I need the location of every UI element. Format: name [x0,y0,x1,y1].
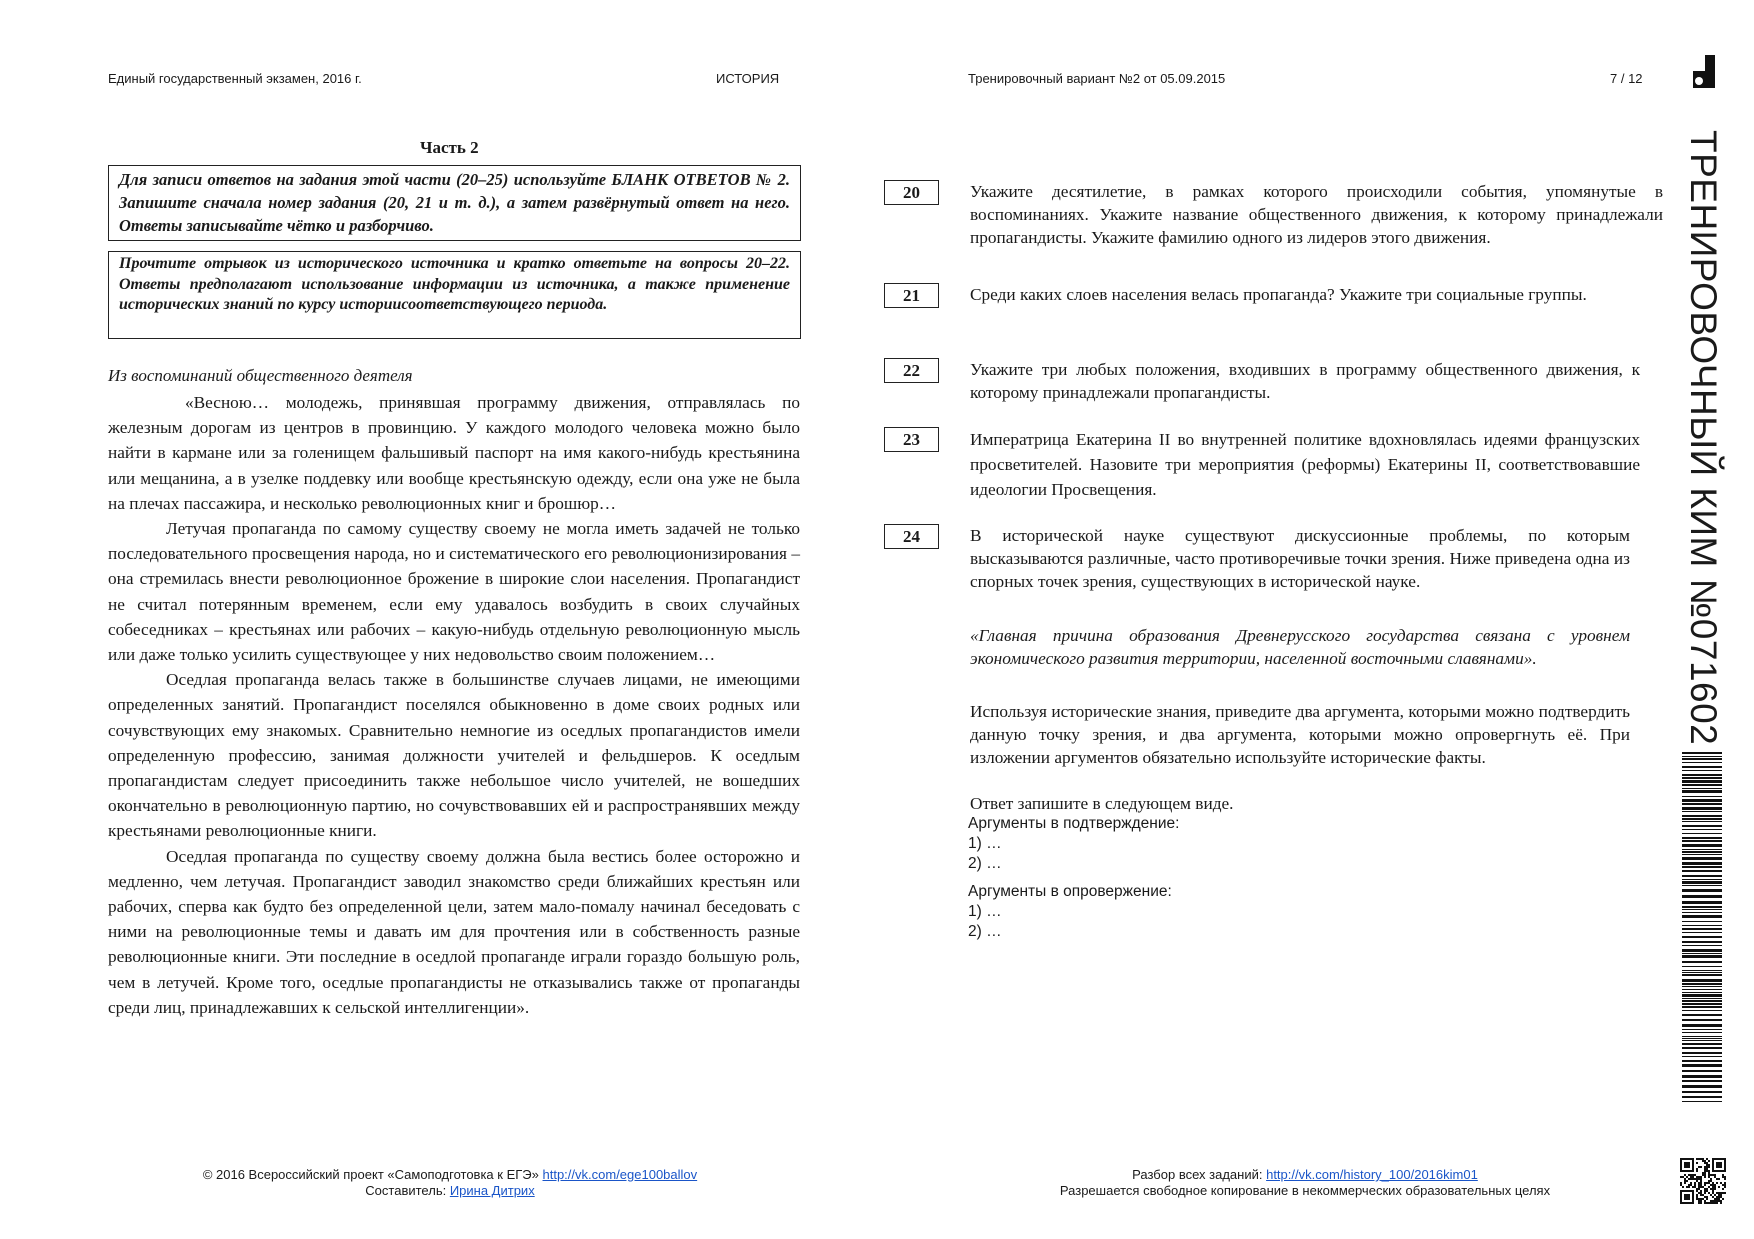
corner-mark-icon [1693,55,1715,88]
header-subject: ИСТОРИЯ [716,71,780,86]
refute-arguments-label: Аргументы в опровержение: [968,883,1172,900]
barcode-icon [1682,752,1722,1102]
support-argument-item: 2) … [968,855,1002,872]
question-24-answer-form: Ответ запишите в следующем виде. [970,794,1234,813]
footer-license: Разрешается свободное копирование в некоммерческих образовательных целях [1059,1183,1551,1198]
source-title: Из воспоминаний общественного деятеля [108,366,413,385]
header-page-number: 7 / 12 [1610,71,1643,86]
footer-analysis-label: Разбор всех заданий: [1132,1167,1263,1182]
side-title-text: ТРЕНИРОВОЧНЫЙ КИМ №071602 [1683,130,1724,746]
instruction-box-answers: Для записи ответов на задания этой части (20–25) используйте БЛАНК ОТВЕТОВ № 2. Запишите сначала номер задания (20, 21 и т. д.), а затем развёрнутый ответ на него. Ответы записывайте чётко и разборчиво. [108,165,801,241]
header-variant: Тренировочный вариант №2 от 05.09.2015 [968,71,1226,86]
question-number-21: 21 [884,283,939,308]
question-number-20: 20 [884,180,939,205]
passage-paragraph: Летучая пропаганда по самому существу своему не могла иметь задачей не только последовательного просвещения народа, но и систематического его революционизирования – она стремилась внести революционное брожение в широкие слои населения. Пропагандист не считал потерянным временем, если ему удавалось возбудить в своих случайных собеседниках – крестьянах или рабочих – какую-нибудь отдельную революционную мысль или даже только усилить существующее у них недовольство своим положением… [108,519,800,665]
passage-paragraph: Оседлая пропаганда по существу своему должна была вестись более осторожно и медленно, чем летучая. Пропагандист заводил знакомство среди ближайших крестьян или рабочих, сперва как будто без определенной цели, затем мало-помалу начинал беседовать с ними на революционные темы и давать им для прочтения или в собственность разные революционные книги. Эти последние в оседлой пропаганде играли гораздо большую роль, чем в летучей. Кроме того, оседлые пропагандисты не отказывались также от пропаганды среди лиц, принадлежавших к сельской интеллигенции». [108,846,800,1017]
refute-argument-item: 2) … [968,923,1002,940]
footer-analysis-link[interactable]: http://vk.com/history_100/2016kim01 [1266,1167,1478,1182]
question-number-22: 22 [884,358,939,383]
part-title: Часть 2 [420,138,479,157]
footer-right [1020,1167,1590,1198]
footer-project-link[interactable]: http://vk.com/ege100ballov [542,1167,698,1182]
question-text-22: Укажите три любых положения, входивших в программу общественного движения, к которому принадлежали пропагандисты. [970,360,1640,402]
source-passage [108,390,800,1020]
passage-paragraph: «Весною… молодежь, принявшая программу движения, отправлялась по железным дорогам из центров в провинцию. У каждого молодого человека можно было найти в кармане или за голенищем фальшивый паспорт на имя какого-нибудь крестьянина или мещанина, а в узелке поддевку или вообще крестьянскую одежду, если она уже не была на плечах пассажира, и несколько революционных книг и брошюр… [108,393,800,513]
footer-author-link[interactable]: Ирина Дитрих [449,1183,535,1198]
side-title [1676,130,1730,746]
header-exam: Единый государственный экзамен, 2016 г. [108,71,362,86]
support-argument-item: 1) … [968,835,1002,852]
qr-code-icon [1680,1158,1726,1204]
question-text-21: Среди каких слоев населения велась пропаганда? Укажите три социальные группы. [970,285,1587,304]
passage-paragraph: Оседлая пропаганда велась также в большинстве случаев лицами, не имеющими определенных занятий. Пропагандист поселялся обыкновенно в доме своих родных или сочувствующих ему знакомых. Сравнительно немногие из оседлых пропагандистов имели определенную профессию, занимая должности учителей и фельдшеров. К оседлым пропагандистам следует присоединить также небольшое число учителей, не вошедших окончательно в революционную партию, но сочувствовавших ей и распространявших между крестьянами революционные книги. [108,670,800,841]
question-number-24: 24 [884,524,939,549]
question-text-23: Императрица Екатерина II во внутренней политике вдохновлялась идеями французских просветителей. Назовите три мероприятия (реформы) Екатерины II, соответствовавшие идеологии Просвещения. [970,430,1640,499]
question-24-quote: «Главная причина образования Древнерусского государства связана с уровнем экономического развития территории, населенной восточными славянами». [970,626,1630,668]
question-number-23: 23 [884,427,939,452]
support-arguments-label: Аргументы в подтверждение: [968,815,1180,832]
footer-author-label: Составитель: [365,1183,447,1198]
instruction-box-source: Прочтите отрывок из исторического источника и кратко ответьте на вопросы 20–22. Ответы предполагают использование информации из источника, а также применение исторических знаний по курсу историисоответствующего периода. [108,251,801,339]
refute-argument-item: 1) … [968,903,1002,920]
footer-copyright: © 2016 Всероссийский проект «Самоподготовка к ЕГЭ» [202,1167,539,1182]
footer-left [170,1167,730,1198]
question-text-20: Укажите десятилетие, в рамках которого происходили события, упомянутые в воспоминаниях. Укажите название общественного движения, к которому принадлежали пропагандисты. Укажите фамилию одного из лидеров этого движения. [970,182,1663,247]
question-text-24: В исторической науке существуют дискуссионные проблемы, по которым высказываются различные, часто противоречивые точки зрения. Ниже приведена одна из спорных точек зрения, существующих в исторической науке. [970,526,1630,591]
question-24-task: Используя исторические знания, приведите два аргумента, которыми можно подтвердить данную точку зрения, и два аргумента, которыми можно опровергнуть её. При изложении аргументов обязательно используйте исторические факты. [970,702,1630,767]
